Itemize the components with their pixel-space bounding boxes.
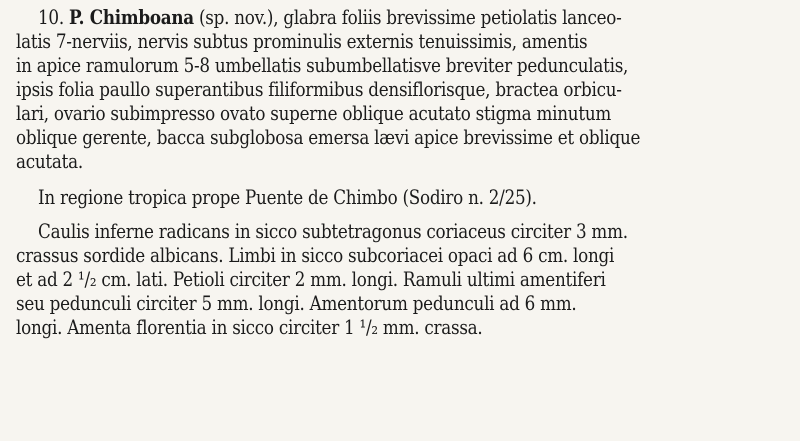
entry-description-start: (sp. nov.), glabra foliis brevissime petiolatis lanceo-: [198, 6, 622, 29]
entry-heading-line: [38, 6, 622, 30]
notes-line: longi. Amenta florentia in sicco circiter 1 ¹/₂ mm. crassa.: [16, 316, 483, 339]
notes-line: crassus sordide albicans. Limbi in sicco subcoriacei opaci ad 6 cm. longi: [16, 244, 615, 267]
description-line: ipsis folia paullo superantibus filiformibus densiflorisque, bractea orbicu-: [16, 78, 622, 101]
entry-number: 10.: [38, 6, 64, 29]
notes-first-line: Caulis inferne radicans in sicco subtetragonus coriaceus circiter 3 mm.: [38, 220, 628, 243]
description-line: acutata.: [16, 150, 83, 173]
description-line: latis 7-nerviis, nervis subtus prominulis externis tenuissimis, amentis: [16, 30, 588, 53]
description-line: lari, ovario subimpresso ovato superne oblique acutato stigma minutum: [16, 102, 612, 125]
notes-line: seu pedunculi circiter 5 mm. longi. Amentorum pedunculi ad 6 mm.: [16, 292, 577, 315]
notes-line: et ad 2 ¹/₂ cm. lati. Petioli circiter 2 mm. longi. Ramuli ultimi amentiferi: [16, 268, 606, 291]
description-line: oblique gerente, bacca subglobosa emersa lævi apice brevissime et oblique: [16, 126, 641, 149]
description-line: in apice ramulorum 5-8 umbellatis subumbellatisve breviter pedunculatis,: [16, 54, 629, 77]
locality-line: In regione tropica prope Puente de Chimbo (Sodiro n. 2/25).: [38, 186, 537, 209]
species-name: P. Chimboana: [68, 6, 194, 29]
